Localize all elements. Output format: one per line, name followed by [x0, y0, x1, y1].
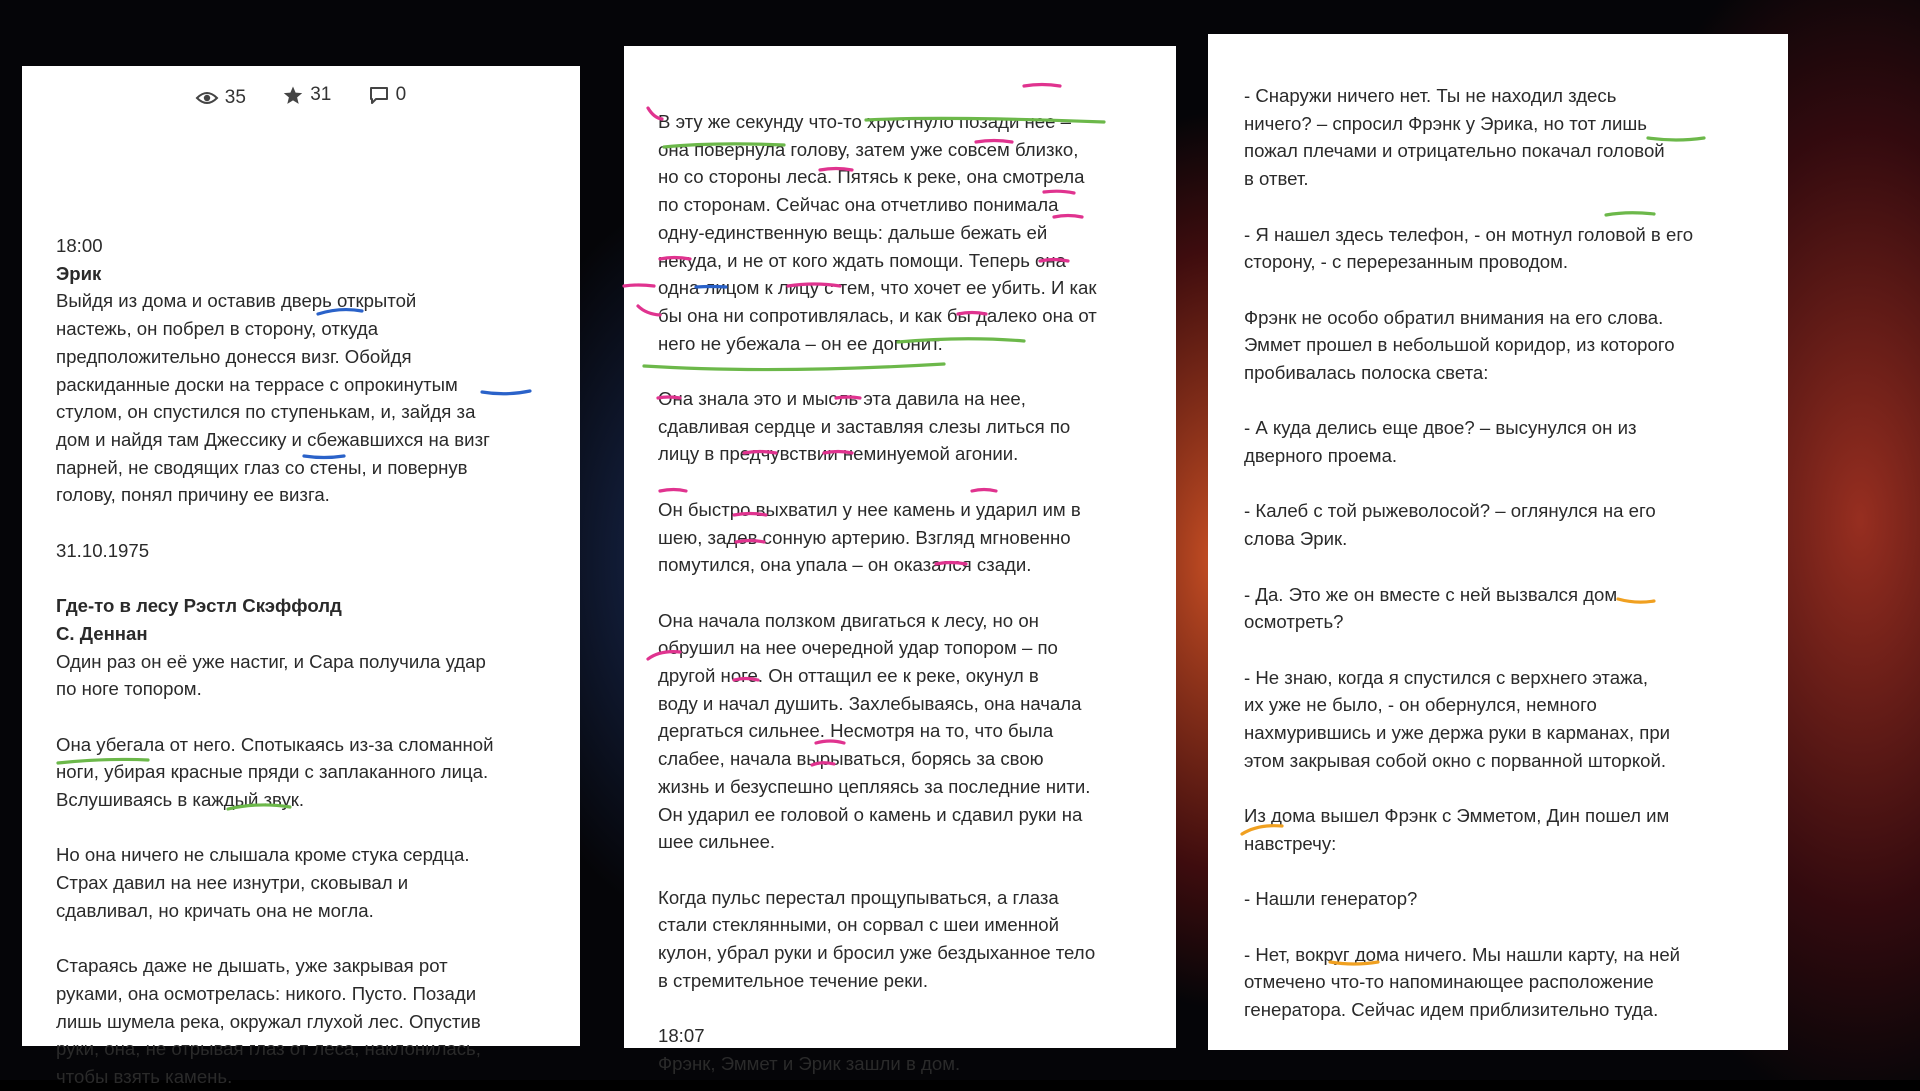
text-line: руками, она осмотрелась: никого. Пусто. Позади [56, 982, 477, 1004]
stats-bar [22, 84, 580, 111]
text-line: в ответ. [1244, 168, 1309, 190]
text-line: обрушил на нее очередной удар топором – по [658, 637, 1058, 659]
text-line: В эту же секунду что-то хрустнуло позади нее – [658, 111, 1071, 132]
text-line: навстречу: [1244, 832, 1337, 854]
text-line: сдавливал, но кричать она не могла. [56, 899, 374, 921]
middle-page-text [658, 108, 1097, 1078]
text-line: она повернула голову, затем уже совсем близко, [658, 138, 1079, 160]
text-line: сдавливая сердце и заставляя слезы литься по [658, 415, 1071, 437]
eye-icon [196, 91, 218, 105]
date-label: 31.10.1975 [56, 539, 150, 561]
text-line: Она начала ползком двигаться к лесу, но он [658, 609, 1039, 631]
text-line: другой ноге. Он оттащил ее к реке, окунул в [658, 665, 1039, 687]
text-line: Но она ничего не слышала кроме стука сердца. [56, 844, 470, 866]
underline-mark [638, 306, 660, 315]
text-line: некуда, и не от кого ждать помощи. Теперь она [658, 249, 1067, 271]
text-line: Вслушиваясь в каждый звук. [56, 789, 305, 811]
views-count: 35 [224, 86, 246, 108]
text-line: - Я нашел здесь телефон, - он мотнул головой в его [1244, 223, 1694, 245]
text-line: чтобы взять камень. [56, 1066, 233, 1088]
text-line: одну-единственную вещь: дальше бежать ей [658, 221, 1048, 243]
text-line: предположительно донесся визг. Обойдя [56, 345, 412, 367]
text-line: Он ударил ее головой о камень и сдавил руки на [658, 803, 1083, 825]
text-line: по сторонам. Сейчас она отчетливо понимала [658, 194, 1059, 216]
text-line: по ноге топором. [56, 678, 202, 700]
text-line: Стараясь даже не дышать, уже закрывая рот [56, 955, 448, 977]
text-line: ноги, убирая красные пряди с заплаканного лица. [56, 761, 489, 783]
text-line: Один раз он её уже настиг, и Сара получила удар [56, 650, 486, 672]
text-line: Эммет прошел в небольшой коридор, из которого [1244, 334, 1675, 356]
left-page [22, 66, 580, 1088]
text-line: - Да. Это же он вместе с ней вызвался дом [1244, 583, 1618, 605]
text-line: дом и найдя там Джессику и сбежавшихся на визг [56, 428, 490, 450]
text-line: Фрэнк, Эммет и Эрик зашли в дом. [658, 1052, 961, 1074]
text-line: стали стеклянными, он сорвал с шеи именной [658, 914, 1059, 936]
text-line: шее сильнее. [658, 831, 776, 853]
text-line: пробивалась полоска света: [1244, 362, 1489, 383]
text-line: Фрэнк не особо обратил внимания на его слова. [1244, 306, 1664, 328]
text-line: Когда пульс перестал прощупываться, а глаза [658, 886, 1059, 908]
text-line: дверного проема. [1244, 445, 1398, 467]
text-line: дергаться сильнее. Несмотря на то, что была [658, 720, 1054, 742]
text-line: руки, она, не отрывая глаз от леса, наклонилась, [56, 1038, 481, 1060]
comments-count: 0 [395, 84, 407, 105]
text-line: него не убежала – он ее догонит. [658, 332, 943, 354]
text-line: осмотреть? [1244, 611, 1344, 633]
middle-page [624, 46, 1176, 1074]
text-line: - Снаружи ничего нет. Ты не находил здесь [1244, 85, 1617, 106]
views-stat[interactable] [196, 87, 246, 109]
chapter-heading: Где-то в лесу Рэстл Скэффолд [56, 595, 342, 617]
text-line: слова Эрик. [1244, 528, 1348, 550]
comment-icon [369, 86, 389, 105]
underline-mark [1024, 85, 1060, 87]
text-line: Она знала это и мысль эта давила на нее, [658, 388, 1026, 410]
right-page [1208, 34, 1788, 1050]
text-line: кулон, убрал руки и бросил уже бездыханное тело [658, 942, 1096, 964]
text-line: их уже не было, - он обернулся, немного [1244, 694, 1597, 716]
text-line: нахмурившись и уже держа руки в карманах, при [1244, 722, 1671, 744]
text-line: этом закрывая собой окно с порванной шторкой. [1244, 749, 1667, 771]
text-line: но со стороны леса. Пятясь к реке, она смотрела [658, 166, 1085, 188]
left-page-text [56, 232, 494, 1091]
text-line: жизнь и безуспешно цепляясь за последние нити. [658, 775, 1091, 797]
text-line: Страх давил на нее изнутри, сковывал и [56, 872, 409, 894]
text-line: - Нет, вокруг дома ничего. Мы нашли карту, на ней [1244, 943, 1681, 965]
text-line: помутился, она упала – он оказался сзади. [658, 554, 1032, 576]
text-line: отмечено что-то напоминающее расположение [1244, 971, 1654, 993]
stars-count: 31 [310, 84, 332, 105]
text-line: воду и начал душить. Захлебываясь, она начала [658, 692, 1082, 714]
text-line: лицу в предчувствии неминуемой агонии. [658, 443, 1019, 465]
text-line: пожал плечами и отрицательно покачал головой [1244, 140, 1665, 162]
star-icon [283, 86, 303, 105]
comments-stat[interactable] [369, 84, 407, 106]
text-line: ничего? – спросил Фрэнк у Эрика, но тот лишь [1244, 112, 1647, 134]
text-line: Выйдя из дома и оставив дверь открытой [56, 290, 417, 312]
time-label: 18:07 [658, 1025, 705, 1047]
text-line: слабее, начала вырываться, борясь за свою [658, 748, 1044, 770]
text-line: шею, задев сонную артерию. Взгляд мгновенно [658, 526, 1071, 548]
text-line: - Калеб с той рыжеволосой? – оглянулся на его [1244, 500, 1656, 522]
chapter-author: С. Деннан [56, 622, 148, 644]
text-line: Она убегала от него. Спотыкаясь из-за сломанной [56, 733, 494, 755]
text-line: - Нашли генератор? [1244, 888, 1418, 910]
time-label: 18:00 [56, 235, 103, 256]
stars-stat[interactable] [283, 84, 331, 106]
text-line: генератора. Сейчас идем приблизительно туда. [1244, 999, 1659, 1021]
text-line: стулом, он спустился по ступенькам, и, зайдя за [56, 401, 476, 423]
right-page-text [1244, 82, 1693, 1024]
text-line: раскиданные доски на террасе с опрокинутым [56, 373, 458, 395]
text-line: парней, не сводящих глаз со стены, и повернув [56, 456, 468, 478]
text-line: в стремительное течение реки. [658, 969, 928, 991]
text-line: Из дома вышел Фрэнк с Эмметом, Дин пошел им [1244, 805, 1670, 827]
text-line: сторону, - с перерезанным проводом. [1244, 251, 1569, 273]
underline-mark [624, 285, 654, 286]
text-line: лишь шумела река, окружал глухой лес. Опустив [56, 1010, 481, 1032]
text-line: - А куда делись еще двое? – высунулся он из [1244, 417, 1637, 439]
text-line: бы она ни сопротивлялась, и как бы далеко она от [658, 304, 1097, 326]
text-line: - Не знаю, когда я спустился с верхнего этажа, [1244, 666, 1649, 688]
text-line: одна лицом к лицу с тем, что хочет ее убить. И как [658, 277, 1097, 299]
text-line: Он быстро выхватил у нее камень и ударил им в [658, 498, 1081, 520]
character-name: Эрик [56, 262, 102, 284]
text-line: голову, понял причину ее визга. [56, 484, 330, 506]
text-line: настежь, он побрел в сторону, откуда [56, 318, 379, 340]
